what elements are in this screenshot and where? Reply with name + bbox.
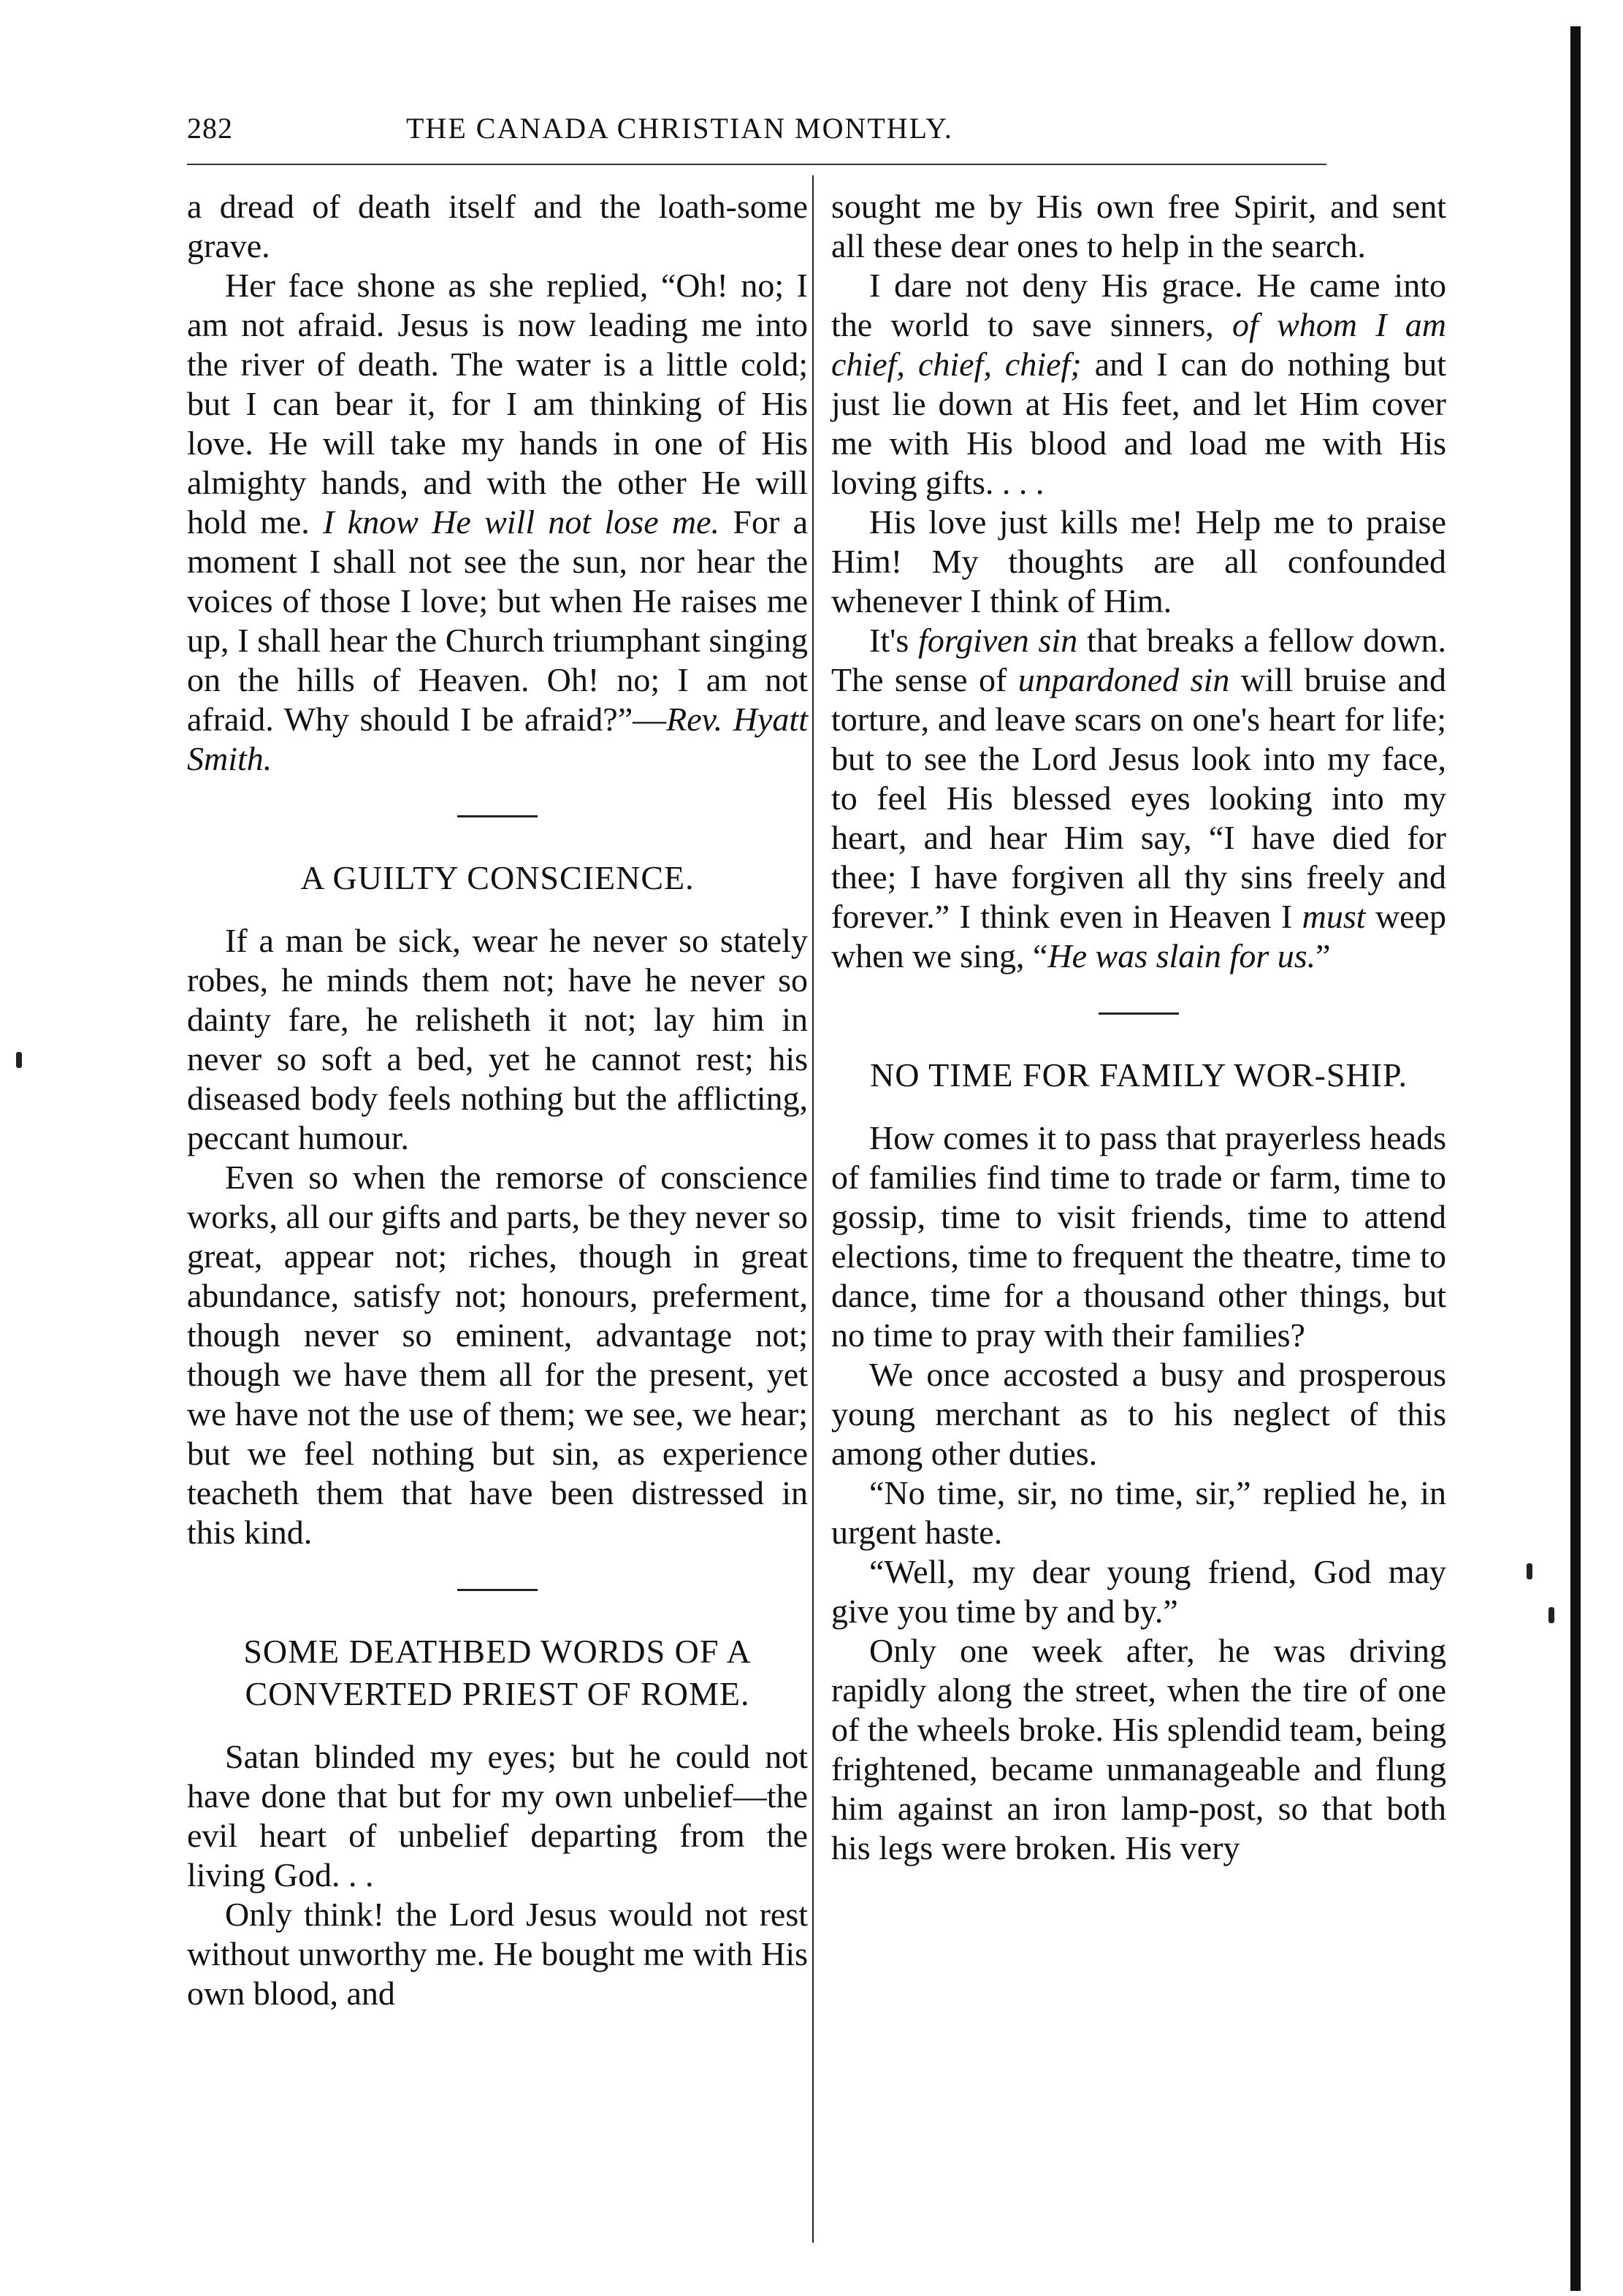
paragraph: Only one week after, he was driving rapidly along the street, when the tire of one of the wheels broke. His splendid team, being frightened, became unmanageable and flung him against an iron lamp-post, so that both his legs were broken. His very <box>831 1632 1446 1866</box>
margin-dot <box>16 1052 22 1068</box>
paragraph: sought me by His own free Spirit, and sent all these dear ones to help in the search. <box>831 188 1446 264</box>
section-rule <box>457 1589 538 1591</box>
section-rule <box>457 815 538 817</box>
text-run: ” <box>1315 937 1331 975</box>
paragraph: “Well, my dear young friend, God may give you time by and by.” <box>831 1553 1446 1630</box>
paragraph: Even so when the remorse of conscience works, all our gifts and parts, be they never so great, appear not; riches, though in great abundance, satisfy not; honours, preferment, though never so eminent, advantage not; though we have them all for the present, yet we have not the use of them; we see, we hear; but we feel nothing but sin, as experience teacheth them that have been distressed in this kind. <box>187 1159 808 1551</box>
italic-run: of whom I am chief, chief, chief; <box>831 306 1446 383</box>
italic-run: He was slain for us. <box>1047 937 1316 975</box>
text-run: I dare not deny His grace. He came into the world to save sinners, <box>831 267 1446 343</box>
paragraph: We once accosted a busy and prosperous young merchant as to his neglect of this among other duties. <box>831 1356 1446 1472</box>
text-run: For a moment I shall not see the sun, nor hear the voices of those I love; but when He raises me up, I shall hear the Church triumphant singing on the hills of Heaven. Oh! no; I am not afraid. Why should I be afraid?”— <box>187 503 808 738</box>
section-title-guilty-conscience: A GUILTY CONSCIENCE. <box>300 859 695 896</box>
paragraph: a dread of death itself and the loath-some grave. <box>187 188 808 264</box>
section-title-deathbed-words: SOME DEATHBED WORDS OF A CONVERTED PRIEST OF ROME. <box>243 1633 752 1712</box>
paragraph: His love just kills me! Help me to praise Him! My thoughts are all confounded whenever I think of Him. <box>831 503 1446 619</box>
italic-run: must <box>1302 898 1366 935</box>
paragraph: Satan blinded my eyes; but he could not have done that but for my own unbelief—the evil heart of unbelief departing from the living God. . . <box>187 1738 808 1893</box>
section-title-family-worship: NO TIME FOR FAMILY WOR-SHIP. <box>869 1056 1408 1094</box>
section-rule <box>1099 1012 1179 1015</box>
text-run: that breaks a fellow down. The sense of <box>831 622 1446 698</box>
scan-margin-bar <box>1570 26 1581 2291</box>
text-run: It's <box>869 622 919 659</box>
italic-run: unpardoned sin <box>1017 661 1230 698</box>
left-column <box>187 187 808 2013</box>
attribution: Rev. Hyatt Smith. <box>187 701 808 777</box>
text-run: Her face shone as she replied, “Oh! no; I am not afraid. Jesus is now leading me into the river of death. The water is a little cold; but I can bear it, for I am thinking of His love. He will take my hands in one of His almighty hands, and with the other He will hold me. <box>187 267 808 541</box>
header-rule <box>187 164 1326 165</box>
paragraph: “No time, sir, no time, sir,” replied he, in urgent haste. <box>831 1474 1446 1551</box>
paragraph: If a man be sick, wear he never so stately robes, he minds them not; have he never so dainty fare, he relisheth it not; lay him in never so soft a bed, yet he cannot rest; his diseased body feels nothing but the afflicting, peccant humour. <box>187 922 808 1156</box>
text-run: and I can do nothing but just lie down at His feet, and let Him cover me with His blood and load me with His loving gifts. . . . <box>831 346 1446 501</box>
right-column <box>831 187 1446 1868</box>
page-number: 282 <box>187 112 233 145</box>
text-run: weep when we sing, “ <box>831 898 1447 975</box>
running-title: THE CANADA CHRISTIAN MONTHLY. <box>406 112 953 145</box>
column-divider <box>812 175 814 2243</box>
paragraph <box>187 266 808 779</box>
paragraph <box>831 266 1446 503</box>
paragraph: How comes it to pass that prayerless heads of families find time to trade or farm, time to gossip, time to visit friends, time to attend elections, time to frequent the theatre, time to dance, time for a thousand other things, but no time to pray with their families? <box>831 1119 1446 1354</box>
paragraph: Only think! the Lord Jesus would not rest without unworthy me. He bought me with His own blood, and <box>187 1896 808 2012</box>
page-header <box>187 111 1326 158</box>
italic-run: I know He will not lose me. <box>323 503 720 541</box>
paragraph <box>831 621 1446 976</box>
italic-run: forgiven sin <box>918 622 1078 659</box>
text-run: will bruise and torture, and leave scars on one's heart for life; but to see the Lord Jesus look into my face, to feel His blessed eyes looking into my heart, and hear Him say, “I have died for thee; I have forgiven all thy sins freely and forever.” I think even in Heaven I <box>831 661 1446 935</box>
margin-dot <box>1548 1607 1554 1623</box>
margin-dot <box>1527 1563 1532 1579</box>
